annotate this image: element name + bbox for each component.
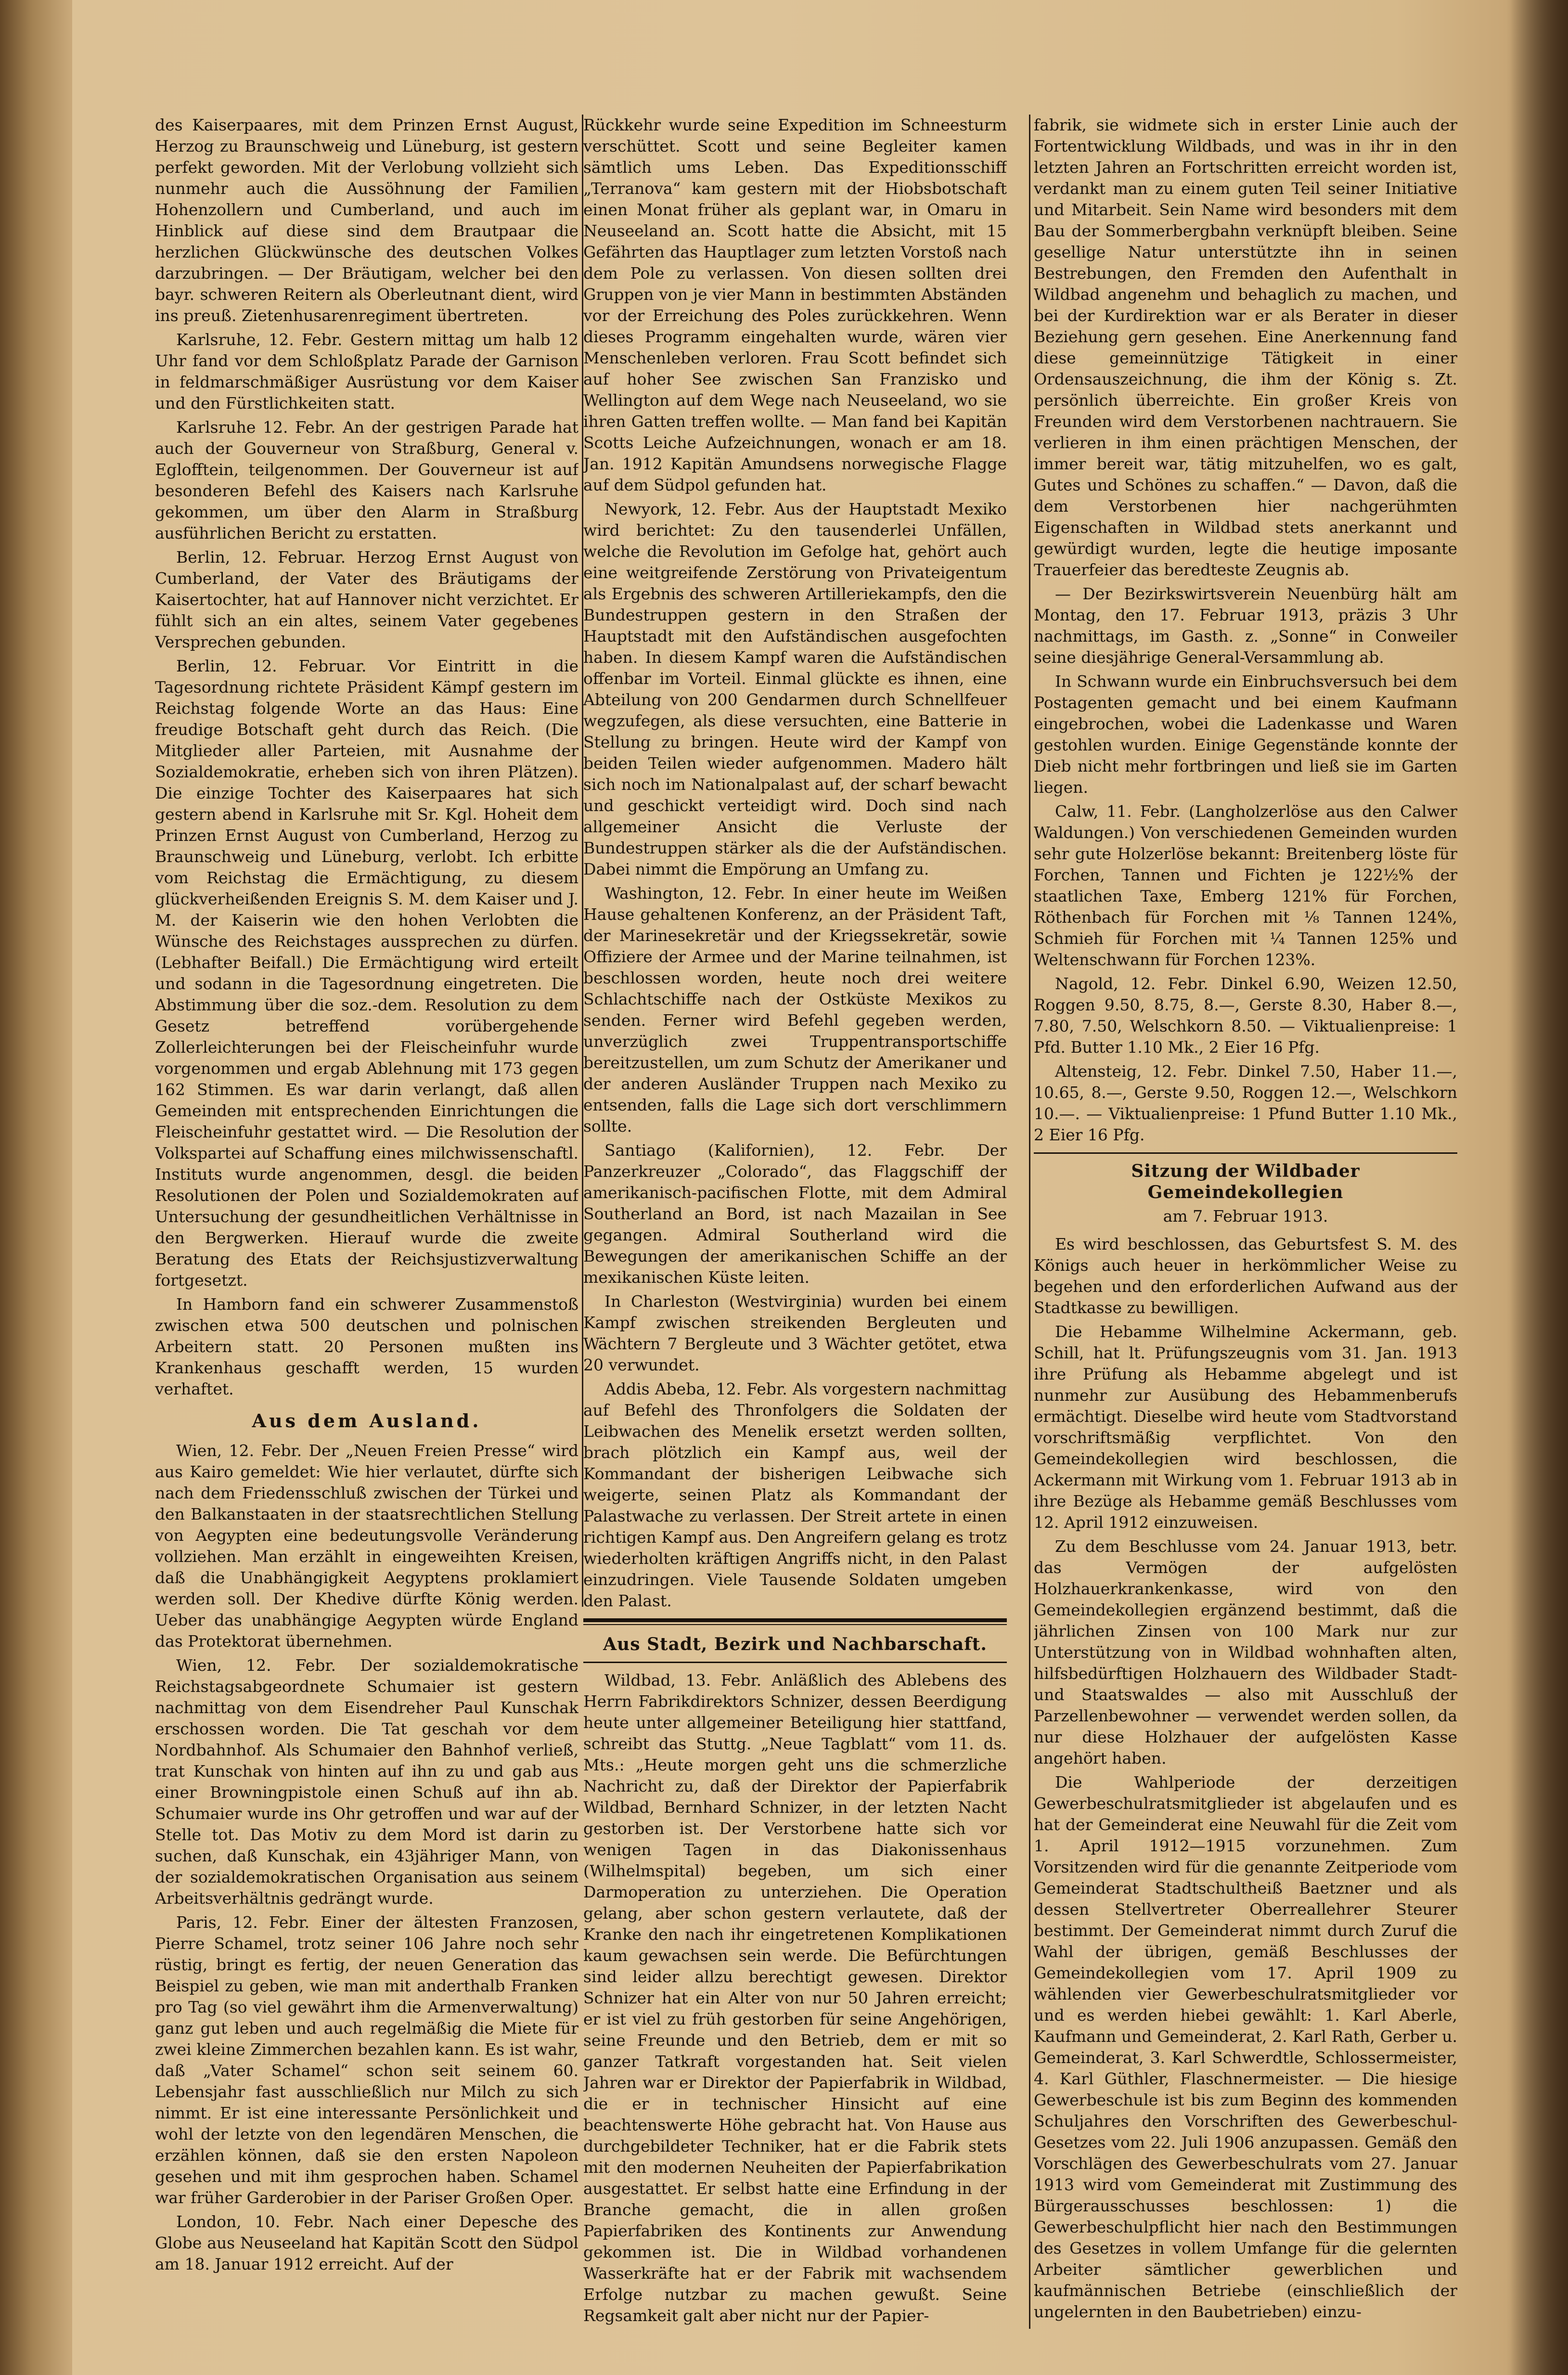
article-paragraph: Es wird beschlossen, das Geburtsfest S. M. des Königs auch heuer in herkömmlicher Weise zu begehen und den erforderlichen Aufwand aus der Stadtkasse zu bewilligen. — [1034, 1235, 1457, 1317]
article-paragraph: Wien, 12. Febr. Der „Neuen Freien Presse“ wird aus Kairo gemeldet: Wie hier verlautet, dürfte sich nach dem Friedensschluß zwischen der Türkei und den Balkanstaaten in der staatsrechtlichen Stellung von Aegypten eine bedeutungsvolle Veränderung vollziehen. Man erzählt in eingeweihten Kreisen, daß die Unabhängigkeit Aegyptens proklamiert werden soll. Der Khedive dürfte König werden. Ueber das unabhängige Aegypten würde England das Protektorat übernehmen. — [155, 1441, 578, 1651]
article-paragraph: London, 10. Febr. Nach einer Depesche des Globe aus Neuseeland hat Kapitän Scott den Südpol am 18. Januar 1912 erreicht. Auf der — [155, 2212, 578, 2273]
article-paragraph: Zu dem Beschlusse vom 24. Januar 1913, betr. das Vermögen der aufgelösten Holzhauerkrankenkasse, wird von den Gemeindekollegien ergänzend bestimmt, daß die jährlichen Zinsen von 100 Mark nur zur Unterstützung von in Wildbad wohnhaften alten, hilfsbedürftigen Holzhauern des Wildbader Stadt- und Staatswaldes — also mit Ausschluß der Parzellenbewohner — verwendet werden sollen, da nur diese Holzhauer der aufgelösten Kasse angehört haben. — [1034, 1537, 1457, 1768]
column-2 — [583, 115, 1007, 2329]
section-heading-ausland: Aus dem Ausland. — [252, 1410, 482, 1432]
article-paragraph: Berlin, 12. Februar. Vor Eintritt in die Tagesordnung richtete Präsident Kämpf gestern im Reichstag folgende Worte an das Haus: Eine freudige Botschaft geht durch das Reich. (Die Mitglieder aller Parteien, mit Ausnahme der Sozialdemokratie, erheben sich von ihren Plätzen). Die einzige Tochter des Kaiserpaares hat sich gestern abend in Karlsruhe mit Sr. Kgl. Hoheit dem Prinzen Ernst August von Cumberland, Herzog zu Braunschweig und Lüneburg, verlobt. Ich erbitte vom Reichstag die Ermächtigung, zu diesem glückverheißenden Ereignis S. M. dem Kaiser und J. M. der Kaiserin wie den hohen Verlobten die Wünsche des Reichstages aussprechen zu dürfen. (Lebhafter Beifall.) Die Ermächtigung wird erteilt und sodann in die Tagesordnung eingetreten. Die Abstimmung über die soz.-dem. Resolution zu dem Gesetz betreffend vorübergehende Zollerleichterungen bei der Fleischeinfuhr wurde vorgenommen und ergab Ablehnung mit 173 gegen 162 Stimmen. Es war darin verlangt, daß allen Gemeinden mit entsprechenden Einrichtungen die Fleischeinfuhr gestattet wird. — Die Resolution der Volkspartei auf Schaffung eines milchwissenschaftl. Instituts wurde angenommen, desgl. die beiden Resolutionen der Polen und Sozialdemokraten auf Untersuchung der gesundheitlichen Verhältnisse in den Bergwerken. Hierauf wurde die zweite Beratung des Etats der Reichsjustizverwaltung fortgesetzt. — [155, 657, 578, 1290]
article-paragraph: Santiago (Kalifornien), 12. Febr. Der Panzerkreuzer „Colorado“, das Flaggschiff der amerikanisch-pacifischen Flotte, mit dem Admiral Southerland an Bord, ist nach Mazailan in See gegangen. Admiral Southerland wird die Bewegungen der amerikanischen Schiffe an der mexikanischen Küste leiten. — [583, 1141, 1007, 1287]
article-paragraph: Altensteig, 12. Febr. Dinkel 7.50, Haber 11.—, 10.65, 8.—, Gerste 9.50, Roggen 12.—, Welschkorn 10.—. — Viktualienpreise: 1 Pfund Butter 1.10 Mk., 2 Eier 16 Pfg. — [1034, 1062, 1457, 1144]
article-paragraph: fabrik, sie widmete sich in erster Linie auch der Fortentwicklung Wildbads, und was in ihr in den letzten Jahren an Fortschritten erreicht worden ist, verdankt man zu einem guten Teil seiner Initiative und Mitarbeit. Sein Name wird besonders mit dem Bau der Sommerbergbahn verknüpft bleiben. Seine gesellige Natur unterstützte ihn in seinen Bestrebungen, den Fremden den Aufenthalt in Wildbad angenehm und behaglich zu machen, und bei der Kurdirektion war er als Berater in dieser Beziehung gern gesehen. Eine Anerkennung fand diese gemeinnützige Tätigkeit in einer Ordensauszeichnung, die ihm der König s. Zt. persönlich überreichte. Ein großer Kreis von Freunden wird dem Verstorbenen nachtrauern. Sie verlieren in ihm einen prächtigen Menschen, der immer bereit war, tätig mitzuhelfen, wo es galt, Gutes und Schönes zu schaffen.“ — Davon, daß die dem Verstorbenen hier nachgerühmten Eigenschaften in Wildbad stets anerkannt und gewürdigt wurden, legte die heutige imposante Trauerfeier das beredteste Zeugnis ab. — [1034, 116, 1457, 579]
article-paragraph: Wildbad, 13. Febr. Anläßlich des Ablebens des Herrn Fabrikdirektors Schnizer, dessen Beerdigung heute unter allgemeiner Beteiligung hier stattfand, schreibt das Stuttg. „Neue Tagblatt“ vom 11. ds. Mts.: „Heute morgen geht uns die schmerzliche Nachricht zu, daß der Direktor der Papierfabrik Wildbad, Bernhard Schnizer, in der letzten Nacht gestorben ist. Der Verstorbene hatte sich vor wenigen Tagen in das Diakonissenhaus (Wilhelmspital) begeben, um sich einer Darmoperation zu unterziehen. Die Operation gelang, aber schon gestern verlautete, daß der Kranke den nach ihr eingetretenen Komplikationen kaum gewachsen sein werde. Die Befürchtungen sind leider allzu berechtigt gewesen. Direktor Schnizer hat ein Alter von nur 50 Jahren erreicht; er ist viel zu früh gestorben für seine Angehörigen, seine Freunde und den Betrieb, dem er mit so ganzer Tatkraft vorgestanden hat. Seit vielen Jahren war er Direktor der Papierfabrik in Wildbad, die er in technischer Hinsicht auf eine beachtenswerte Höhe gebracht hat. Von Hause aus durchgebildeter Techniker, hat er die Fabrik stets mit den modernen Neuheiten der Papierfabrikation ausgestattet. Er selbst hatte eine Erfindung in der Branche gemacht, die in allen großen Papierfabriken des Kontinents zur Anwendung gekommen ist. Die in Wildbad vorhandenen Wasserkräfte hat er der Fabrik mit wachsendem Erfolge nutzbar zu machen gewußt. Seine Regsamkeit galt aber nicht nur der Papier- — [583, 1671, 1007, 2325]
article-paragraph: Berlin, 12. Februar. Herzog Ernst August von Cumberland, der Vater des Bräutigams der Kaisertochter, hat auf Hannover nicht verzichtet. Er fühlt sich an ein altes, seinem Vater gegebenes Versprechen gebunden. — [155, 548, 578, 651]
article-paragraph: Karlsruhe 12. Febr. An der gestrigen Parade hat auch der Gouverneur von Straßburg, General v. Eglofftein, teilgenommen. Der Gouverneur ist auf besonderen Befehl des Kaisers nach Karlsruhe gekommen, um über den Alarm in Straßburg ausführlichen Bericht zu erstatten. — [155, 418, 578, 542]
article-paragraph: In Hamborn fand ein schwerer Zusammenstoß zwischen etwa 500 deutschen und polnischen Arbeitern statt. 20 Personen mußten ins Krankenhaus geschafft werden, 15 wurden verhaftet. — [155, 1295, 578, 1398]
article-paragraph: Die Hebamme Wilhelmine Ackermann, geb. Schill, hat lt. Prüfungszeugnis vom 31. Jan. 1913 ihre Prüfung als Hebamme abgelegt und ist nunmehr zur Ausübung des Hebammenberufs ermächtigt. Dieselbe wird heute vom Stadtvorstand vorschriftsmäßig verpflichtet. Von den Gemeindekollegien wird beschlossen, die Ackermann mit Wirkung vom 1. Februar 1913 ab in ihre Bezüge als Hebamme gemäß Beschlusses vom 12. April 1912 einzuweisen. — [1034, 1322, 1457, 1532]
article-paragraph: Calw, 11. Febr. (Langholzerlöse aus den Calwer Waldungen.) Von verschiedenen Gemeinden wurden sehr gute Holzerlöse bekannt: Breitenberg löste für Forchen, Tannen und Fichten je 122½% der staatlichen Taxe, Emberg 121% für Forchen, Röthenbach für Forchen mit ⅛ Tannen 124%, Schmieh für Forchen mit ¼ Tannen 125% und Weltenschwann für Forchen 123%. — [1034, 802, 1457, 969]
article-paragraph: des Kaiserpaares, mit dem Prinzen Ernst August, Herzog zu Braunschweig und Lüneburg, ist gestern perfekt geworden. Mit der Verlobung vollzieht sich nunmehr auch die Aussöhnung der Familien Hohenzollern und Cumberland, und auch im Hinblick auf diese sind dem Brautpaar die herzlichen Glückwünsche des deutschen Volkes darzubringen. — Der Bräutigam, welcher bei den bayr. schweren Reitern als Oberleutnant dient, wird ins preuß. Zietenhusarenregiment übertreten. — [155, 116, 578, 325]
page-edge-shadow — [1510, 0, 1568, 2375]
article-paragraph: Paris, 12. Febr. Einer der ältesten Franzosen, Pierre Schamel, trotz seiner 106 Jahre noch sehr rüstig, bringt es fertig, der neuen Generation das Beispiel zu geben, wie man mit anderthalb Franken pro Tag (so viel gewährt ihm die Armenverwaltung) ganz gut leben und auch regelmäßig die Miete für zwei kleine Zimmerchen bezahlen kann. Es ist wahr, daß „Vater Schamel“ schon seit seinem 60. Lebensjahr fast ausschließlich nur Milch zu sich nimmt. Er ist eine interessante Persönlichkeit und wohl der letzte von den legendären Menschen, die erzählen können, daß sie den ersten Napoleon gesehen und mit ihm gesprochen haben. Schamel war früher Garderobier in der Pariser Großen Oper. — [155, 1913, 578, 2207]
article-paragraph: Washington, 12. Febr. In einer heute im Weißen Hause gehaltenen Konferenz, an der Präsident Taft, der Marinesekretär und der Kriegssekretär, sowie Offiziere der Armee und der Marine teilnahmen, ist beschlossen worden, heute noch drei weitere Schlachtschiffe nach der Ostküste Mexikos zu senden. Ferner wird Befehl gegeben werden, unverzüglich zwei Truppentransportschiffe bereitzustellen, um zum Schutz der Amerikaner und der anderen Ausländer Truppen nach Mexiko zu entsenden, falls die Lage sich dort verschlimmern sollte. — [583, 884, 1007, 1136]
section-date: am 7. Februar 1913. — [1163, 1207, 1328, 1226]
section-divider — [583, 1618, 1007, 1625]
column-3 — [1034, 115, 1457, 2329]
article-paragraph: In Schwann wurde ein Einbruchsversuch bei dem Postagenten gemacht und bei einem Kaufmann eingebrochen, wobei die Ladenkasse und Waren gestohlen wurden. Einige Gegenstände konnte der Dieb nicht mehr fortbringen und ließ sie im Garten liegen. — [1034, 672, 1457, 797]
article-paragraph: Addis Abeba, 12. Febr. Als vorgestern nachmittag auf Befehl des Thronfolgers die Soldaten der Leibwachen des Menelik ersetzt werden sollten, brach plötzlich ein Kampf aus, weil der Kommandant der bisherigen Leibwache sich weigerte, seinen Platz als Kommandant der Palastwache zu verlassen. Der Streit artete in einen richtigen Kampf aus. Den Angreifern gelang es trotz wiederholten kräftigen Angriffs nicht, in den Palast einzudringen. Viele Tausende Soldaten umgeben den Palast. — [583, 1380, 1007, 1610]
column-1 — [155, 115, 578, 2329]
book-spine-shadow — [0, 0, 72, 2375]
heading-underline — [583, 1662, 1007, 1663]
article-paragraph: Newyork, 12. Febr. Aus der Hauptstadt Mexiko wird berichtet: Zu den tausenderlei Unfällen, welche die Revolution im Gefolge hat, gehört auch eine weitgreifende Zerstörung von Privateigentum als Ergebnis des schweren Artilleriekampfs, den die Bundestruppen gestern in den Straßen der Hauptstadt mit den Aufständischen ausgefochten haben. In diesem Kampf waren die Aufständischen offenbar im Vorteil. Einmal glückte es ihnen, eine Abteilung von 200 Gendarmen durch Schnellfeuer wegzufegen, als diese versuchten, eine Batterie in Stellung zu bringen. Heute wird der Kampf von beiden Teilen wieder aufgenommen. Madero hält sich noch im Nationalpalast auf, der scharf bewacht und geschickt verteidigt wird. Doch sind nach allgemeiner Ansicht die Verluste der Bundestruppen stärker als die der Aufständischen. Dabei nimmt die Empörung an Umfang zu. — [583, 500, 1007, 878]
article-paragraph: Nagold, 12. Febr. Dinkel 6.90, Weizen 12.50, Roggen 9.50, 8.75, 8.—, Gerste 8.30, Haber 8.—, 7.80, 7.50, Welschkorn 8.50. — Viktualienpreise: 1 Pfd. Butter 1.10 Mk., 2 Eier 16 Pfg. — [1034, 974, 1457, 1057]
section-heading-stadt: Aus Stadt, Bezirk und Nachbarschaft. — [603, 1634, 987, 1654]
column-rule-2 — [1029, 115, 1030, 2329]
article-paragraph: Die Wahlperiode der derzeitigen Gewerbeschulratsmitglieder ist abgelaufen und es hat der Gemeinderat eine Neuwahl für die Zeit vom 1. April 1912—1915 vorzunehmen. Zum Vorsitzenden wird für die genannte Zeitperiode vom Gemeinderat Stadtschultheiß Baetzner und als dessen Stellvertreter Oberreallehrer Steurer bestimmt. Der Gemeinderat nimmt durch Zuruf die Wahl der übrigen, gemäß Beschlusses der Gemeindekollegien vom 17. April 1909 zu wählenden vier Gewerbeschulratsmitglieder vor und es werden hiebei gewählt: 1. Karl Aberle, Kaufmann und Gemeinderat, 2. Karl Rath, Gerber u. Gemeinderat, 3. Karl Schwerdtle, Schlossermeister, 4. Karl Güthler, Flaschnermeister. — Die hiesige Gewerbeschule ist bis zum Beginn des kommenden Schuljahres den Vorschriften des Gewerbeschul-Gesetzes vom 22. Juli 1906 anzupassen. Gemäß den Vorschlägen des Gewerbeschulrats vom 27. Januar 1913 wird vom Gemeinderat mit Zustimmung des Bürgerausschusses beschlossen: 1) die Gewerbeschulpflicht hier nach den Bestimmungen des Gesetzes in vollem Umfange für die gelernten Arbeiter sämtlicher gewerblichen und kaufmännischen Betriebe (einschließlich der ungelernten in den Baubetrieben) einzu- — [1034, 1773, 1457, 2321]
article-paragraph: — Der Bezirkswirtsverein Neuenbürg hält am Montag, den 17. Februar 1913, präzis 3 Uhr nachmittags, im Gasth. z. „Sonne“ in Conweiler seine diesjährige General-Versammlung ab. — [1034, 584, 1457, 667]
section-heading-sitzung: Sitzung der Wildbader Gemeindekollegien — [1131, 1161, 1360, 1202]
article-paragraph: Wien, 12. Febr. Der sozialdemokratische Reichstagsabgeordnete Schumaier ist gestern nachmittag von dem Eisendreher Paul Kunschak erschossen worden. Die Tat geschah vor dem Nordbahnhof. Als Schumaier den Bahnhof verließ, trat Kunschak von hinten auf ihn zu und gab aus einer Browningpistole einen Schuß auf ihn ab. Schumaier wurde ins Ohr getroffen und war auf der Stelle tot. Das Motiv zu dem Mord ist darin zu suchen, daß Kunschak, ein 43jähriger Mann, von der sozialdemokratischen Organisation aus seinem Arbeitsverhältnis gedrängt wurde. — [155, 1656, 578, 1908]
article-paragraph: Rückkehr wurde seine Expedition im Schneesturm verschüttet. Scott und seine Begleiter kamen sämtlich ums Leben. Das Expeditionsschiff „Terranova“ kam gestern mit der Hiobsbotschaft einen Monat früher als geplant war, in Omaru in Neuseeland an. Scott hatte die Absicht, mit 15 Gefährten das Hauptlager zum letzten Vorstoß nach dem Pole zu verlassen. Von diesen sollten drei Gruppen von je vier Mann in bestimmten Abständen vor der Erreichung des Poles zurückkehren. Wenn dieses Programm eingehalten wurde, wären vier Menschenleben verloren. Frau Scott befindet sich auf hoher See zwischen San Franzisko und Wellington auf dem Wege nach Neuseeland, wo sie ihren Gatten treffen wollte. — Man fand bei Kapitän Scotts Leiche Aufzeichnungen, wonach er am 18. Jan. 1912 Kapitän Amundsens norwegische Flagge auf dem Südpol gefunden hat. — [583, 116, 1007, 494]
article-paragraph: In Charleston (Westvirginia) wurden bei einem Kampf zwischen streikenden Bergleuten und Wächtern 7 Bergleute und 3 Wächter getötet, etwa 20 verwundet. — [583, 1292, 1007, 1374]
section-divider — [1034, 1152, 1457, 1154]
article-paragraph: Karlsruhe, 12. Febr. Gestern mittag um halb 12 Uhr fand vor dem Schloßplatz Parade der Garnison in feldmarschmäßiger Ausrüstung vor dem Kaiser und den Fürstlichkeiten statt. — [155, 330, 578, 413]
